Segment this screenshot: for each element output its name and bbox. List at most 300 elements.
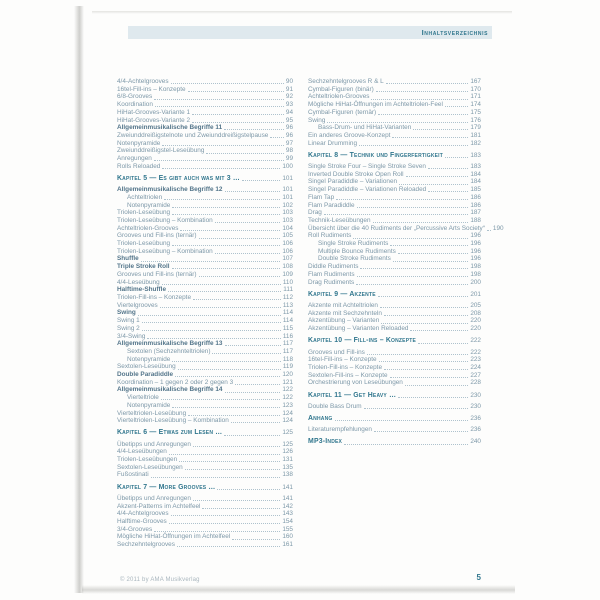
toc-page-number: 227	[470, 371, 481, 379]
dot-leader	[188, 415, 280, 416]
toc-entry-row	[308, 372, 481, 380]
dot-leader	[212, 353, 280, 354]
toc-entry-label: Diddle Rudiments	[308, 263, 359, 271]
dot-leader	[379, 361, 469, 362]
dot-leader	[378, 114, 468, 115]
dot-leader	[380, 307, 468, 308]
dot-leader	[356, 284, 468, 285]
toc-entry-row	[117, 340, 293, 348]
dot-leader	[199, 238, 281, 239]
toc-chapter-row	[308, 392, 481, 400]
toc-entry-label: Grooves und Fill-ins (ternär)	[117, 270, 197, 278]
dot-leader	[192, 122, 284, 123]
toc-entry-label: Flam Paradiddle	[308, 201, 355, 209]
toc-page-number: 186	[470, 193, 481, 201]
toc-entry-label: Rolls Reloaded	[117, 162, 161, 170]
dot-leader	[225, 345, 281, 346]
toc-entry-label: 6/8-Grooves	[117, 93, 153, 101]
toc-entry-label: Allgemeinmusikalische Begriffe 13	[117, 340, 223, 348]
toc-page-number: 101	[282, 186, 293, 194]
dot-leader	[376, 91, 469, 92]
dot-leader	[367, 354, 469, 355]
toc-entry-label: 4/4-Leseübung	[117, 278, 160, 286]
toc-entry-label: Roll Rudiments	[308, 232, 352, 240]
toc-entry-row	[117, 101, 293, 109]
toc-entry-row	[308, 209, 481, 217]
toc-page-number: 107	[282, 255, 293, 263]
toc-chapter-row	[308, 152, 481, 160]
toc-page-number: 125	[282, 429, 293, 437]
toc-entry-row	[117, 202, 293, 210]
toc-page-number: 224	[470, 363, 481, 371]
toc-entry-label: Halftime-Grooves	[117, 517, 167, 525]
dot-leader	[177, 546, 280, 547]
dot-leader	[175, 376, 280, 377]
dot-leader	[202, 508, 280, 509]
toc-entry-row	[308, 310, 481, 318]
toc-entry-row	[308, 163, 481, 171]
header-band	[128, 26, 492, 39]
toc-entry-label: Anregungen	[117, 155, 152, 163]
toc-page-number: 124	[282, 409, 293, 417]
toc-entry-row	[117, 317, 293, 325]
dot-leader	[172, 268, 281, 269]
toc-entry-label: Grooves und Fill-ins (ternär)	[117, 232, 197, 240]
toc-page-number: 135	[282, 463, 293, 471]
toc-entry-row	[117, 78, 293, 86]
toc-entry-row	[117, 294, 293, 302]
dot-leader	[193, 299, 281, 300]
toc-entry-label: Kapitel 9 — Akzente	[308, 290, 376, 298]
toc-entry-label: Achteltriolen-Grooves	[308, 93, 370, 101]
toc-page-number: 190	[492, 224, 504, 232]
toc-page-number: 114	[282, 317, 293, 325]
toc-entry-label: 3/4-Swing	[117, 332, 146, 340]
toc-entry-row	[117, 410, 293, 418]
dot-leader	[242, 180, 280, 181]
toc-entry-label: Linear Drumming	[308, 139, 358, 147]
dot-leader	[154, 99, 284, 100]
dot-leader	[324, 214, 468, 215]
toc-entry-row	[308, 317, 481, 325]
dot-leader	[335, 420, 469, 421]
dot-leader	[225, 392, 281, 393]
toc-entry-label: Übetipps und Anregungen	[117, 440, 191, 448]
toc-entry-row	[308, 117, 481, 125]
dot-leader	[172, 214, 280, 215]
toc-page-number: 161	[282, 541, 293, 549]
toc-entry-label: Sextolen-Leseübung	[117, 363, 176, 371]
toc-entry-label: Sechzehntelgrooves	[117, 541, 175, 549]
dot-leader	[327, 122, 468, 123]
dot-leader	[162, 168, 280, 169]
toc-entry-row	[117, 518, 293, 526]
toc-entry-row	[308, 171, 481, 179]
dot-leader	[364, 408, 469, 409]
toc-entry-label: Sextolen-Fill-ins – Konzepte	[308, 371, 388, 379]
toc-page-number: 220	[470, 325, 481, 333]
dot-leader	[154, 531, 280, 532]
toc-column-right	[308, 78, 504, 450]
toc-entry-row	[117, 109, 293, 117]
toc-entry-row	[117, 394, 293, 402]
toc-entry-label: Triolen-Fill-ins – Konzepte	[308, 363, 382, 371]
dot-leader	[374, 431, 468, 432]
dot-leader	[392, 137, 468, 138]
scan-shadow-bottom	[82, 585, 515, 594]
toc-chapter-row	[117, 175, 293, 183]
toc-entry-row	[117, 93, 293, 101]
dot-leader	[169, 523, 281, 524]
toc-entry-label: Allgemeinmusikalische Begriffe 12	[117, 186, 223, 194]
toc-page-number: 92	[285, 93, 293, 101]
toc-entry-row	[117, 386, 293, 394]
toc-entry-label: Kapitel 7 — More Grooves …	[117, 483, 216, 491]
toc-entry-row	[308, 224, 504, 233]
toc-entry-row	[117, 263, 293, 271]
toc-entry-row	[308, 217, 481, 225]
toc-entry-label: Kapitel 5 — Es gibt auch was mit 3 …	[117, 174, 240, 182]
toc-entry-row	[117, 163, 293, 171]
dot-leader	[235, 384, 280, 385]
dot-leader	[360, 268, 468, 269]
toc-page-number: 98	[285, 147, 293, 155]
toc-entry-label: Mögliche HiHat-Öffnungen im Achtelfeel	[117, 533, 231, 541]
toc-entry-label: Kapitel 10 — Fill-ins – Konzepte	[308, 337, 417, 345]
toc-entry-label: Triolen-Fill-ins – Konzepte	[117, 293, 191, 301]
toc-entry-label: Mögliche HiHat-Öffnungen im Achteltriolen-Feel	[308, 101, 443, 109]
dot-leader	[172, 245, 280, 246]
dot-leader	[428, 191, 468, 192]
dot-leader	[413, 129, 468, 130]
dot-leader	[217, 489, 280, 490]
toc-page-number: 117	[282, 340, 293, 348]
toc-entry-label: 4/4-Achtelgrooves	[117, 78, 169, 85]
toc-page-number: 102	[282, 201, 293, 209]
toc-page-number: 154	[282, 517, 293, 525]
toc-page-number: 155	[282, 525, 293, 533]
toc-entry-row	[117, 371, 293, 379]
toc-page-number: 174	[470, 101, 481, 109]
toc-page-number: 186	[470, 201, 481, 209]
toc-entry-row	[308, 93, 481, 101]
toc-entry-row	[117, 286, 293, 294]
toc-chapter-row	[308, 337, 481, 345]
toc-entry-label: 4/4-Leseübungen	[117, 448, 167, 456]
toc-entry-row	[117, 510, 293, 518]
toc-entry-row	[117, 356, 293, 364]
dot-leader	[185, 469, 281, 470]
toc-entry-label: Flam Tap	[308, 193, 335, 201]
toc-page-number: 97	[285, 139, 293, 147]
toc-entry-label: Akzentübung – Varianten	[308, 317, 380, 325]
dot-leader	[172, 361, 280, 362]
toc-page-number: 95	[285, 116, 293, 124]
dot-leader	[232, 539, 280, 540]
page-number: 5	[476, 573, 481, 582]
toc-page-number: 110	[282, 278, 293, 286]
dot-leader	[179, 461, 280, 462]
toc-entry-label: Achteltriolen-Grooves	[117, 224, 179, 232]
toc-page-number: 126	[282, 448, 293, 456]
toc-entry-row	[308, 178, 481, 186]
toc-entry-label: Swing 1	[117, 317, 140, 325]
toc-entry-row	[308, 109, 481, 117]
dot-leader	[231, 422, 281, 423]
toc-entry-label: 16tel-Fill-ins – Konzepte	[308, 356, 377, 364]
toc-entry-label: Double Bass Drum	[308, 402, 362, 410]
dot-leader	[381, 323, 468, 324]
toc-entry-row	[117, 279, 293, 287]
toc-page-number: 106	[282, 247, 293, 255]
toc-page-number: 228	[470, 379, 481, 387]
toc-page-number: 141	[282, 494, 293, 502]
toc-entry-label: 3/4-Grooves	[117, 525, 153, 533]
dot-leader	[193, 500, 280, 501]
toc-page-number: 222	[470, 348, 481, 356]
toc-column-left	[117, 78, 293, 549]
toc-page-number: 90	[285, 78, 293, 85]
toc-page-number: 106	[282, 240, 293, 248]
dot-leader	[142, 330, 281, 331]
toc-page-number: 94	[285, 108, 293, 116]
dot-leader	[336, 199, 468, 200]
toc-page-number: 117	[282, 347, 293, 355]
toc-entry-label: Vierteltriolen-Leseübung	[117, 409, 187, 417]
toc-entry-row	[308, 263, 481, 271]
toc-entry-label: Triple Stroke Roll	[117, 263, 170, 271]
dot-leader	[390, 377, 469, 378]
dot-leader	[445, 106, 468, 107]
copyright-notice: © 2011 by AMA Musikverlag	[120, 577, 200, 583]
dot-leader	[169, 454, 281, 455]
toc-page-number: 240	[470, 438, 481, 446]
toc-page-number: 222	[470, 337, 481, 345]
dot-leader	[371, 99, 468, 100]
toc-page-number: 223	[470, 356, 481, 364]
toc-entry-row	[117, 402, 293, 410]
toc-page-number: 184	[470, 178, 481, 186]
toc-entry-row	[308, 194, 481, 202]
toc-entry-label: Allgemeinmusikalische Begriffe 11	[117, 124, 223, 132]
dot-leader	[357, 207, 469, 208]
toc-entry-row	[117, 271, 293, 279]
toc-entry-label: Notenpyramide	[127, 201, 171, 209]
toc-entry-label: Swing	[308, 116, 326, 124]
toc-page-number: 138	[282, 471, 293, 479]
toc-page-number: 208	[470, 309, 481, 317]
dot-leader	[378, 296, 469, 297]
toc-entry-label: Koordination – 1 gegen 2 oder 2 gegen 3	[117, 378, 234, 386]
toc-entry-row	[117, 248, 293, 256]
toc-entry-label: Notenpyramide	[127, 401, 171, 409]
toc-page-number: 100	[282, 162, 293, 170]
toc-entry-row	[308, 240, 481, 248]
dot-leader	[138, 315, 281, 316]
toc-entry-label: Triolen-Leseübungen	[117, 456, 178, 464]
dot-leader	[384, 369, 468, 370]
toc-page-number: 196	[470, 255, 481, 263]
dot-leader	[162, 145, 284, 146]
toc-entry-label: Vierteltriole	[127, 394, 159, 402]
toc-entry-row	[117, 441, 293, 449]
toc-page-number: 185	[470, 186, 481, 194]
dot-leader	[373, 222, 469, 223]
toc-entry-row	[117, 348, 293, 356]
toc-entry-row	[117, 232, 293, 240]
toc-page-number: 220	[470, 317, 481, 325]
toc-page-number: 198	[470, 263, 481, 271]
dot-leader	[178, 369, 281, 370]
toc-entry-row	[308, 279, 481, 287]
toc-entry-row	[308, 248, 481, 256]
toc-page-number: 176	[470, 116, 481, 124]
toc-entry-row	[117, 217, 293, 225]
toc-entry-label: Kapitel 8 — Technik und Fingerfertigkeit	[308, 151, 444, 159]
toc-entry-row	[308, 101, 481, 109]
dot-leader	[188, 91, 284, 92]
toc-entry-label: Achteltriolen	[127, 193, 163, 201]
toc-entry-row	[308, 356, 481, 364]
toc-page-number: 230	[470, 402, 481, 410]
dot-leader	[386, 83, 469, 84]
toc-page-number: 196	[470, 240, 481, 248]
scan-shadow-top	[92, 11, 512, 14]
toc-entry-row	[308, 271, 481, 279]
page-title: Inhaltsverzeichnis	[421, 28, 488, 37]
dot-leader	[224, 129, 284, 130]
toc-page-number: 121	[282, 378, 293, 386]
toc-entry-label: Anhang	[308, 414, 333, 422]
toc-page-number: 101	[282, 193, 293, 201]
dot-leader	[344, 444, 468, 445]
toc-entry-label: Drag	[308, 209, 322, 217]
dot-leader	[193, 446, 280, 447]
toc-entry-row	[117, 541, 293, 549]
toc-entry-row	[308, 86, 481, 94]
dot-leader	[398, 397, 468, 398]
dot-leader	[161, 399, 280, 400]
dot-leader	[410, 330, 468, 331]
toc-entry-row	[117, 533, 293, 541]
toc-entry-row	[117, 363, 293, 371]
toc-entry-label: Vierteltriolen-Leseübung – Kombination	[117, 417, 229, 425]
toc-page-number: 103	[282, 216, 293, 224]
toc-entry-label: Inverted Double Stroke Open Roll	[308, 170, 404, 178]
toc-page-number: 96	[285, 131, 293, 139]
toc-entry-row	[308, 379, 481, 387]
dot-leader	[353, 238, 468, 239]
toc-entry-row	[117, 448, 293, 456]
toc-page-number: 230	[470, 391, 481, 399]
toc-entry-label: Triolen-Leseübung – Kombination	[117, 247, 213, 255]
toc-entry-label: MP3-Index	[308, 438, 343, 446]
toc-entry-label: Single Stroke Four – Single Stroke Seven	[308, 163, 426, 171]
toc-entry-label: Kapitel 6 — Etwas zum Lesen …	[117, 429, 223, 437]
toc-entry-label: Ein anderes Groove-Konzept	[308, 131, 391, 139]
toc-page-number: 183	[470, 163, 481, 171]
toc-chapter-row	[117, 429, 293, 437]
toc-chapter-row	[117, 484, 293, 492]
toc-page-number: 171	[470, 93, 481, 101]
toc-entry-row	[117, 140, 293, 148]
toc-entry-label: Single Stroke Rudiments	[318, 240, 389, 248]
dot-leader	[206, 153, 283, 154]
toc-entry-label: Sextolen-Leseübungen	[117, 463, 183, 471]
dot-leader	[168, 291, 281, 292]
toc-page-number: 131	[282, 456, 293, 464]
dot-leader	[398, 253, 469, 254]
dot-leader	[171, 83, 284, 84]
toc-page-number: 114	[282, 309, 293, 317]
toc-chapter-row	[308, 291, 481, 299]
toc-entry-row	[117, 155, 293, 163]
dot-leader	[215, 222, 281, 223]
toc-page-number: 123	[282, 401, 293, 409]
toc-entry-label: Sextolen (Sechzehnteltriolen)	[127, 347, 211, 355]
toc-entry-row	[117, 240, 293, 248]
toc-entry-label: Drag Rudiments	[308, 278, 355, 286]
toc-page-number: 120	[282, 371, 293, 379]
dot-leader	[393, 261, 469, 262]
dot-leader	[162, 284, 281, 285]
toc-page-number: 108	[282, 263, 293, 271]
toc-chapter-row	[308, 438, 481, 446]
toc-entry-row	[308, 302, 481, 310]
toc-entry-row	[117, 194, 293, 202]
toc-page-number: 111	[283, 286, 293, 294]
toc-page-number: 93	[285, 101, 293, 109]
toc-entry-row	[308, 140, 481, 148]
toc-entry-label: Zweiunddreißigstel-Leseübung	[117, 147, 205, 155]
toc-page-number: 142	[282, 502, 293, 510]
toc-entry-label: 16tel-Fill-ins – Konzepte	[117, 85, 186, 93]
toc-page-number: 115	[282, 324, 293, 332]
toc-entry-label: Bass-Drum- und HiHat-Varianten	[318, 124, 412, 132]
dot-leader	[399, 184, 468, 185]
toc-page-number: 187	[470, 209, 481, 217]
toc-page-number: 105	[282, 232, 293, 240]
toc-page-number: 141	[282, 483, 293, 491]
toc-page-number: 179	[470, 124, 481, 132]
toc-entry-label: Swing	[117, 309, 136, 317]
dot-leader	[172, 407, 280, 408]
toc-entry-label: Akzentübung – Varianten Reloaded	[308, 325, 409, 333]
toc-entry-label: HiHat-Grooves-Variante 1	[117, 108, 191, 116]
toc-entry-label: Double Stroke Rudiments	[318, 255, 391, 263]
toc-entry-row	[117, 132, 293, 140]
dot-leader	[428, 168, 468, 169]
dot-leader	[151, 477, 281, 478]
toc-entry-row	[117, 471, 293, 479]
toc-page-number: 119	[282, 363, 293, 371]
dot-leader	[199, 276, 281, 277]
toc-entry-label: Singel Paradiddle – Variationen Reloaded	[308, 186, 427, 194]
toc-page-number: 118	[282, 355, 293, 363]
toc-entry-row	[308, 202, 481, 210]
toc-entry-row	[117, 464, 293, 472]
toc-page-number: 101	[282, 174, 293, 182]
dot-leader	[147, 338, 280, 339]
toc-chapter-row	[308, 415, 481, 423]
dot-leader	[164, 199, 280, 200]
toc-page-number: 96	[285, 124, 293, 132]
toc-page-number: 125	[282, 440, 293, 448]
toc-page-number: 91	[285, 85, 293, 93]
toc-entry-row	[308, 349, 481, 357]
dot-leader	[171, 515, 281, 516]
dot-leader	[142, 322, 281, 323]
